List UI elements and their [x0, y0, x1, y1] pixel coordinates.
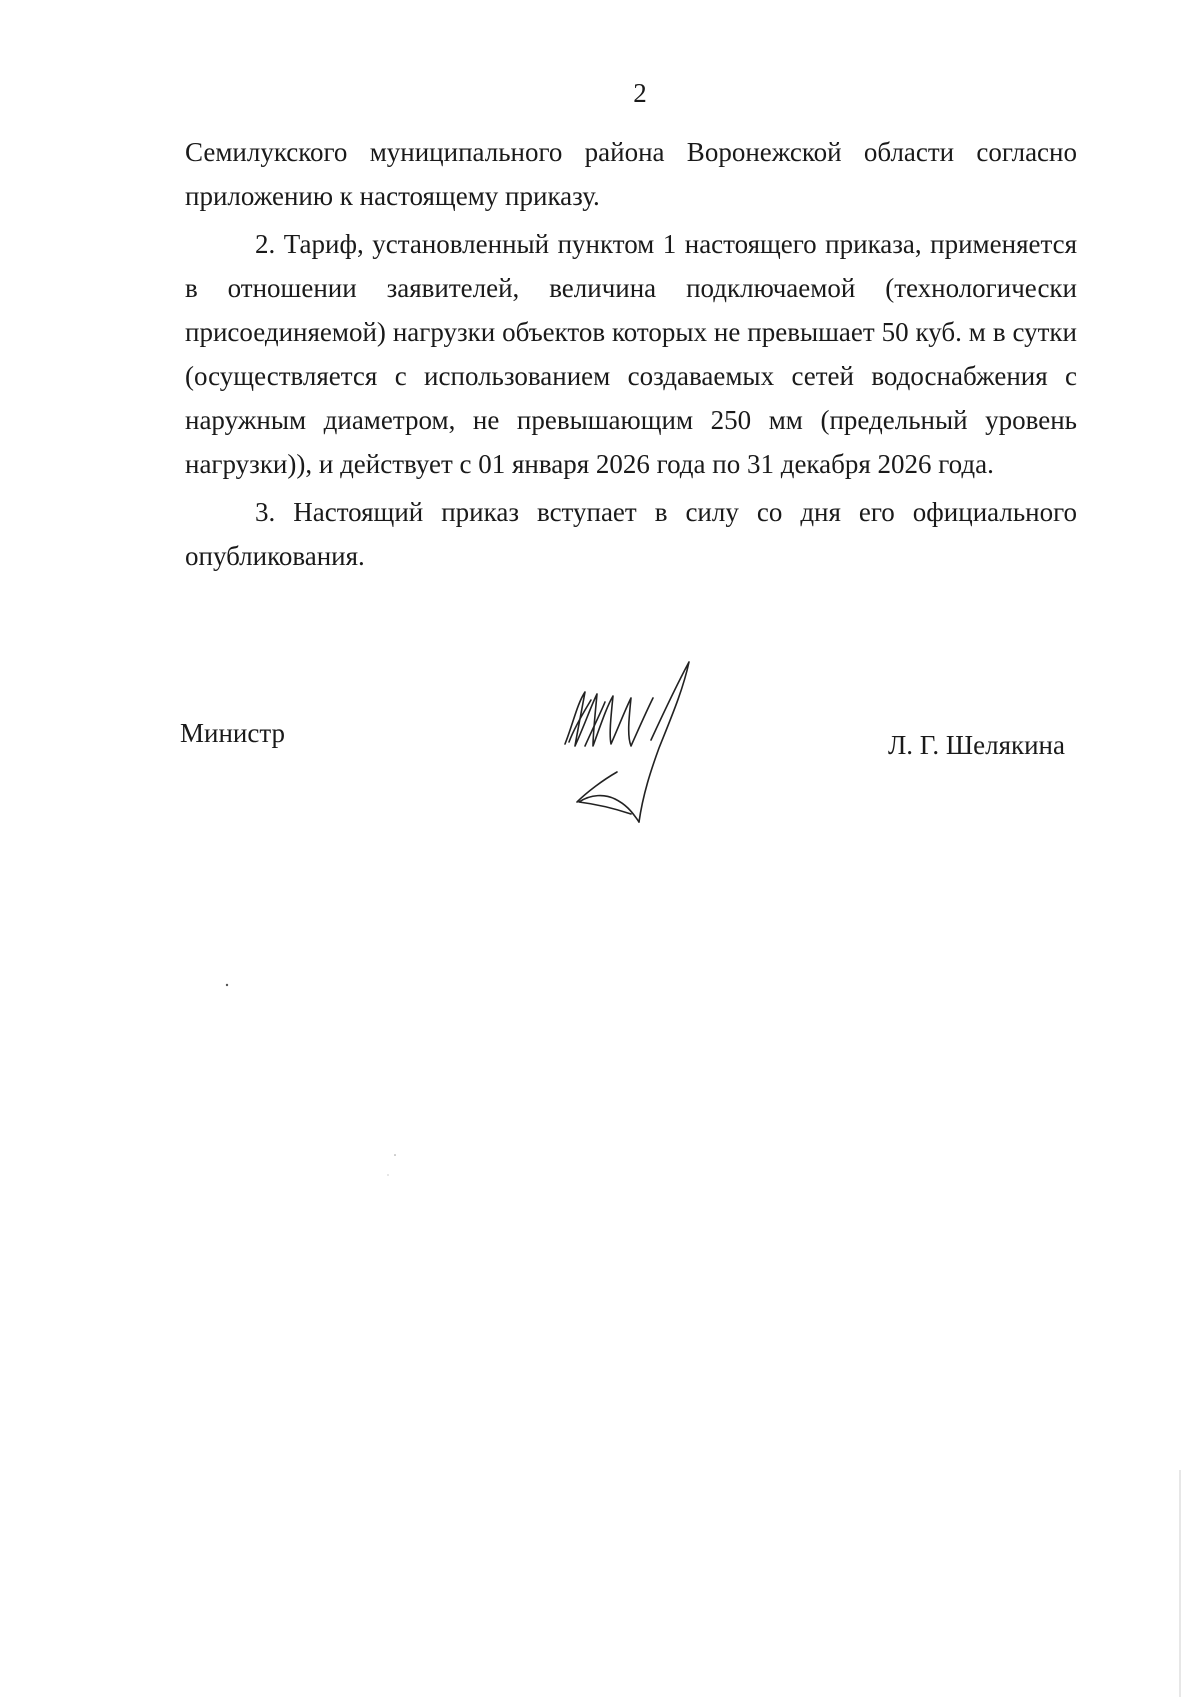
paragraph-item-2: 2. Тариф, установленный пунктом 1 настоящего приказа, применяется в отношении заявителей, величина подключаемой (технологически присоединяемой) нагрузки объектов которых не превышает 50 куб. м в сутки (осуществляется с использованием создаваемых сетей водоснабжения с наружным диаметром, не превышающим 250 мм (предельный уровень нагрузки)), и действует с 01 января 2026 года по 31 декабря 2026 года.	[185, 229, 1077, 479]
signatory-name: Л. Г. Шелякина	[888, 730, 1065, 760]
handwritten-signature	[555, 654, 715, 834]
paragraph-continuation: Семилукского муниципального района Воронежской области согласно приложению к настоящему приказу.	[185, 137, 1077, 211]
document-body	[185, 130, 1077, 578]
paragraph-item-3: 3. Настоящий приказ вступает в силу со дня его официального опубликования.	[185, 497, 1077, 571]
page-number: 2	[633, 78, 647, 108]
signatory-role: Министр	[180, 718, 285, 748]
signature-block	[0, 650, 1200, 830]
